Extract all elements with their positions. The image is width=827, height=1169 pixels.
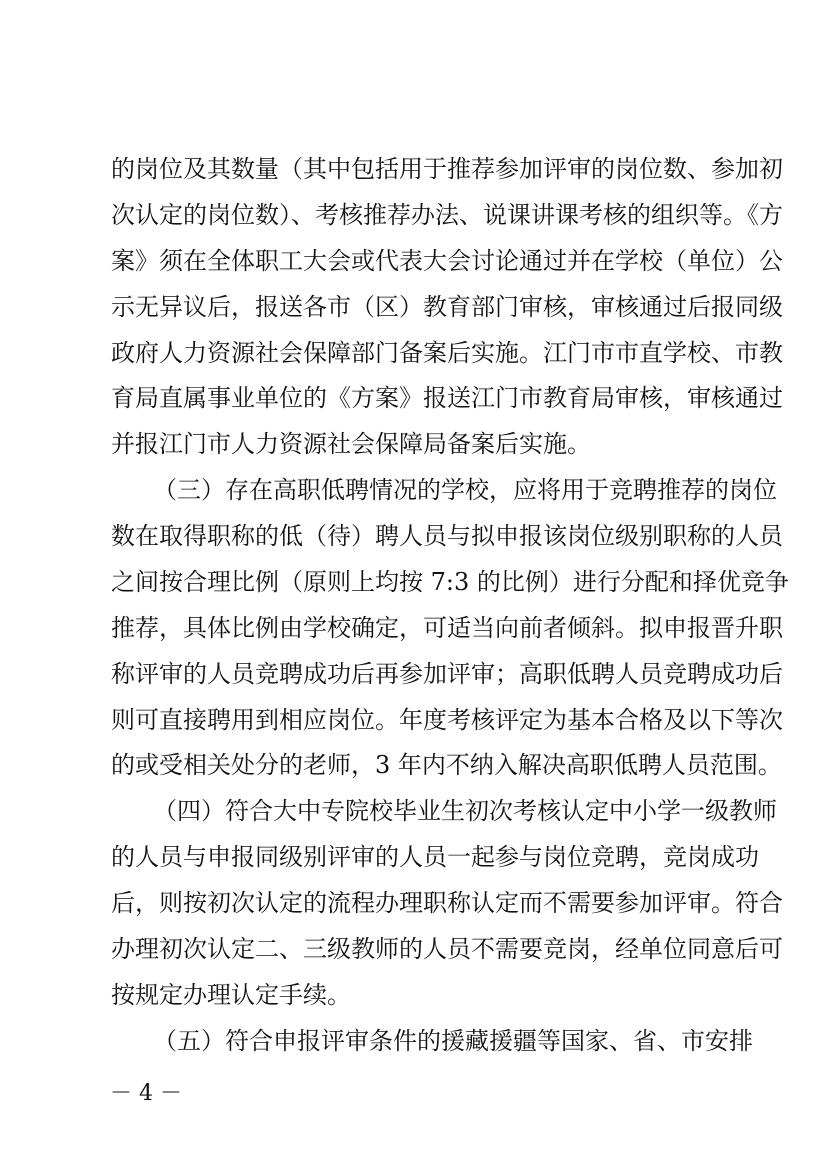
body-text-line: 的岗位及其数量（其中包括用于推荐参加评审的岗位数、参加初 bbox=[111, 155, 783, 183]
body-text-line: 称评审的人员竞聘成功后再参加评审；高职低聘人员竞聘成功后 bbox=[111, 660, 783, 688]
body-text-line: 示无异议后，报送各市（区）教育部门审核，审核通过后报同级 bbox=[111, 293, 783, 321]
body-text-line: 育局直属事业单位的《方案》报送江门市教育局审核，审核通过 bbox=[111, 384, 783, 412]
body-text-line: 推荐，具体比例由学校确定，可适当向前者倾斜。拟申报晋升职 bbox=[111, 614, 783, 642]
body-text-line: 次认定的岗位数）、考核推荐办法、说课讲课考核的组织等。《方 bbox=[111, 201, 783, 229]
paragraph-five-start: （五）符合申报评审条件的援藏援疆等国家、省、市安排 bbox=[153, 1027, 753, 1055]
body-text-line: 并报江门市人力资源社会保障局备案后实施。 bbox=[111, 430, 591, 458]
body-text-line: 政府人力资源社会保障部门备案后实施。江门市市直学校、市教 bbox=[111, 339, 783, 367]
body-text-line: 的人员与申报同级别评审的人员一起参与岗位竞聘，竞岗成功 bbox=[111, 843, 759, 871]
page-number: － 4 － bbox=[110, 1081, 182, 1106]
body-text-line: 数在取得职称的低（待）聘人员与拟申报该岗位级别职称的人员 bbox=[111, 522, 783, 550]
body-text-line: 案》须在全体职工大会或代表大会讨论通过并在学校（单位）公 bbox=[111, 247, 783, 275]
body-text-line: 按规定办理认定手续。 bbox=[111, 981, 351, 1009]
body-text-line: 之间按合理比例（原则上均按 7:3 的比例）进行分配和择优竞争 bbox=[111, 568, 789, 596]
paragraph-four-start: （四）符合大中专院校毕业生初次考核认定中小学一级教师 bbox=[153, 797, 777, 825]
body-text-line: 的或受相关处分的老师，3 年内不纳入解决高职低聘人员范围。 bbox=[111, 751, 782, 779]
body-text-line: 则可直接聘用到相应岗位。年度考核评定为基本合格及以下等次 bbox=[111, 706, 783, 734]
body-text-line: 办理初次认定二、三级教师的人员不需要竞岗，经单位同意后可 bbox=[111, 935, 783, 963]
body-text-line: 后，则按初次认定的流程办理职称认定而不需要参加评审。符合 bbox=[111, 889, 783, 917]
paragraph-three-start: （三）存在高职低聘情况的学校，应将用于竞聘推荐的岗位 bbox=[153, 476, 777, 504]
